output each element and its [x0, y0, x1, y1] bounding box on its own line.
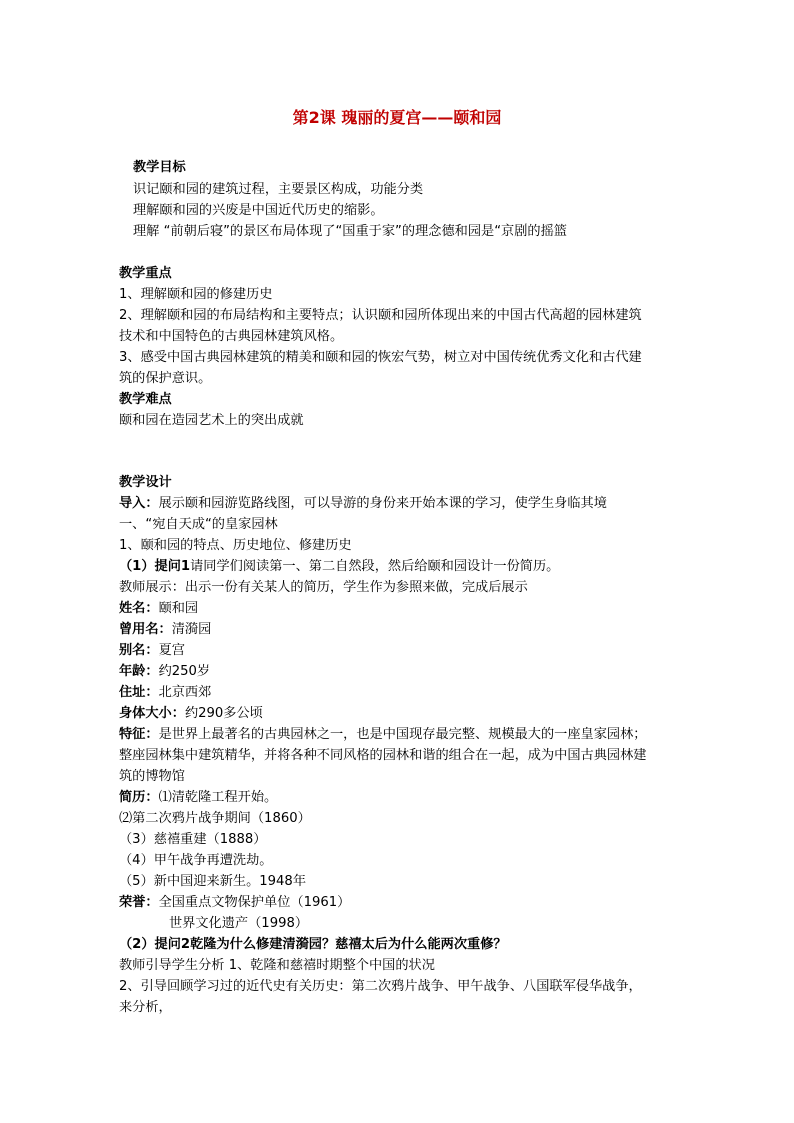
key-points-heading: 教学重点: [119, 266, 172, 281]
intro-label: 导入：: [119, 496, 159, 511]
resume-size-value: 约290多公顷: [184, 706, 263, 721]
resume-name-value: 颐和园: [158, 601, 199, 616]
key-point-line: 技术和中国特色的古典园林建筑风格。: [119, 329, 344, 344]
question-2-guide: 教师引导学生分析 1、乾隆和慈禧时期整个中国的状况: [119, 958, 435, 973]
page-title: 第2课 瑰丽的夏宫——颐和园: [292, 108, 502, 127]
section-heading: 一、“宛自天成“的皇家园林: [119, 517, 278, 532]
question-2: （2）提问2乾隆为什么修建清漪园？慈禧太后为什么能两次重修？: [119, 937, 507, 952]
resume-age-label: 年龄：: [119, 664, 159, 679]
resume-size-label: 身体大小：: [119, 706, 185, 721]
question-2-review-line: 2、引导回顾学习过的近代史有关历史：第二次鸦片战争、甲午战争、八国联军侵华战争，: [119, 979, 642, 994]
objective-item: 识记颐和园的建筑过程，主要景区构成，功能分类: [133, 182, 424, 197]
resume-feature-line: 是世界上最著名的古典园林之一，也是中国现存最完整、规模最大的一座皇家园林；: [158, 727, 647, 742]
resume-name: [119, 599, 198, 619]
resume-size: [119, 704, 263, 724]
key-point-line: 筑的保护意识。: [119, 371, 212, 386]
objective-item: 理解 “前朝后寝”的景区布局体现了“国重于家”的理念德和园是“京剧的摇篮: [133, 224, 567, 239]
resume-alias-label: 别名：: [119, 643, 159, 658]
resume-honor-item: 世界文化遗产（1998）: [169, 916, 309, 931]
resume-honor-item: 全国重点文物保护单位（1961）: [158, 895, 351, 910]
resume-former-value: 清漪园: [171, 622, 212, 637]
key-point-line: 1、理解颐和园的修建历史: [119, 287, 273, 302]
resume-history-item: （5）新中国迎来新生。1948年: [119, 874, 307, 889]
resume-former-label: 曾用名：: [119, 622, 172, 637]
intro-line: [119, 494, 607, 514]
resume-honor: [119, 893, 350, 913]
intro-text: 展示颐和园游览路线图，可以导游的身份来开始本课的学习，使学生身临其境: [158, 496, 607, 511]
question-1-text: 请同学们阅读第一、第二自然段，然后给颐和园设计一份简历。: [190, 559, 560, 574]
resume-name-label: 姓名：: [119, 601, 159, 616]
question-1-label: （1）提问1: [119, 559, 191, 574]
resume-history-item: ⑵第二次鸦片战争期间（1860）: [119, 811, 311, 826]
resume-address-value: 北京西郊: [158, 685, 212, 700]
resume-feature-line: 整座园林集中建筑精华，并将各种不同风格的园林和谐的组合在一起，成为中国古典园林建: [119, 748, 647, 763]
resume-history-item: （4）甲午战争再遭洗劫。: [119, 853, 273, 868]
key-point-line: 3、感受中国古典园林建筑的精美和颐和园的恢宏气势，树立对中国传统优秀文化和古代建: [119, 350, 642, 365]
resume-history-item: （3）慈禧重建（1888）: [119, 832, 267, 847]
objectives-heading: 教学目标: [133, 160, 186, 175]
question-2-review-line: 来分析，: [119, 1000, 172, 1015]
objective-item: 理解颐和园的兴废是中国近代历史的缩影。: [133, 203, 384, 218]
resume-age-value: 约250岁: [158, 664, 211, 679]
resume-address-label: 住址：: [119, 685, 159, 700]
subsection-heading: 1、颐和园的特点、历史地位、修建历史: [119, 538, 352, 553]
resume-alias: [119, 641, 185, 661]
resume-honor-label: 荣誉：: [119, 895, 159, 910]
difficulty-text: 颐和园在造园艺术上的突出成就: [119, 413, 304, 428]
resume-former-name: [119, 620, 211, 640]
teacher-demo: 教师展示：出示一份有关某人的简历，学生作为参照来做，完成后展示: [119, 580, 528, 595]
resume-age: [119, 662, 210, 682]
question-1: [119, 557, 559, 577]
resume-alias-value: 夏宫: [158, 643, 185, 658]
resume-history-item: ⑴清乾隆工程开始。: [158, 790, 278, 805]
resume-history: [119, 788, 277, 808]
key-point-line: 2、理解颐和园的布局结构和主要特点；认识颐和园所体现出来的中国古代高超的园林建筑: [119, 308, 642, 323]
resume-history-label: 简历：: [119, 790, 159, 805]
resume-feature: [119, 725, 647, 745]
resume-feature-line: 筑的博物馆: [119, 769, 185, 784]
design-heading: 教学设计: [119, 475, 172, 490]
difficulty-heading: 教学难点: [119, 392, 172, 407]
resume-address: [119, 683, 211, 703]
resume-feature-label: 特征：: [119, 727, 159, 742]
